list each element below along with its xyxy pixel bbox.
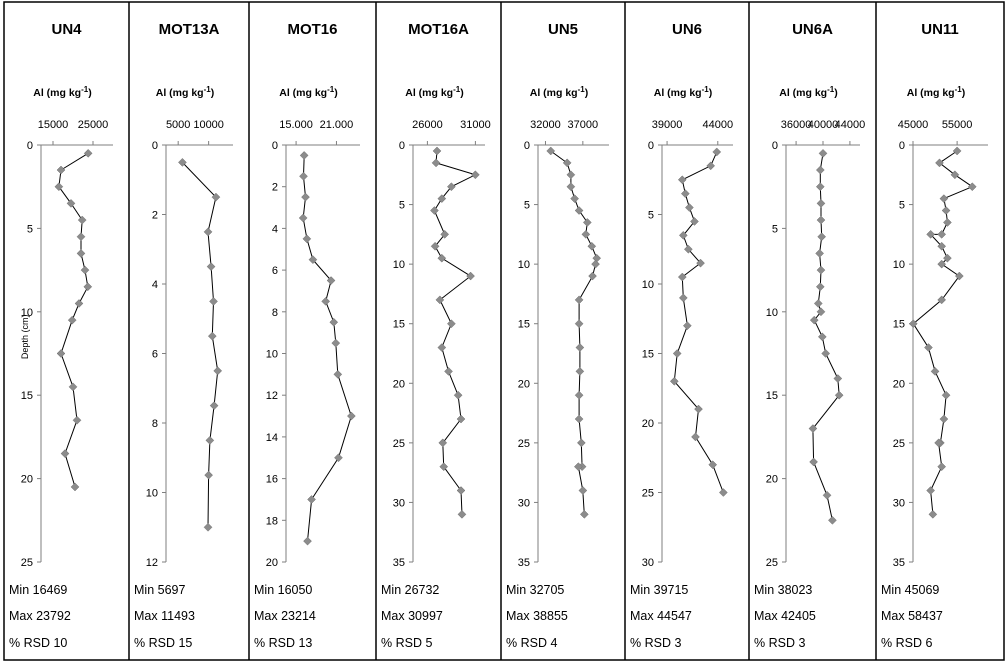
stat-min: Min 26732 — [381, 583, 440, 597]
data-point — [81, 266, 89, 274]
data-point — [816, 183, 824, 191]
x-axis-label: Al (mg $kg^{-1}$) — [529, 84, 589, 99]
y-tick-label: 2 — [271, 181, 278, 194]
x-tick-label: 44000 — [702, 119, 734, 131]
data-point — [438, 254, 446, 262]
y-tick-label: 5 — [771, 223, 778, 236]
panel-title: UN6A — [792, 21, 833, 38]
x-tick-label: 55000 — [941, 119, 973, 131]
panel-un6 — [630, 21, 733, 650]
y-tick-label: 2 — [151, 209, 158, 222]
data-point — [563, 159, 571, 167]
data-point — [940, 415, 948, 423]
data-point — [210, 297, 218, 305]
series-line — [434, 151, 475, 514]
data-point — [955, 272, 963, 280]
data-point — [308, 495, 316, 503]
stat-max: Max 44547 — [630, 609, 692, 623]
x-tick-label: 26000 — [412, 119, 443, 131]
y-tick-label: 4 — [151, 279, 158, 291]
y-tick-label: 0 — [523, 140, 530, 152]
data-point — [575, 320, 583, 328]
x-tick-label: 15.000 — [279, 119, 313, 131]
data-point — [440, 463, 448, 471]
data-point — [576, 344, 584, 352]
y-tick-label: 5 — [898, 199, 905, 212]
data-point — [938, 463, 946, 471]
panel-un5 — [506, 21, 609, 650]
y-tick-label: 20 — [392, 378, 405, 391]
data-point — [205, 471, 213, 479]
y-tick-label: 35 — [892, 557, 905, 569]
data-point — [302, 193, 310, 201]
panel-mot16a — [381, 21, 491, 650]
y-tick-label: 6 — [271, 265, 278, 278]
data-point — [433, 147, 441, 155]
y-tick-label: 20 — [892, 378, 905, 391]
data-point — [322, 297, 330, 305]
data-point — [73, 416, 81, 424]
data-point — [576, 367, 584, 375]
y-tick-label: 10 — [145, 487, 158, 500]
data-point — [75, 299, 83, 307]
x-tick-label: 40000 — [807, 119, 839, 131]
data-point — [929, 510, 937, 518]
y-tick-label: 12 — [265, 390, 278, 403]
y-tick-label: 25 — [765, 557, 778, 569]
y-tick-label: 25 — [392, 437, 405, 450]
stat-min: Min 16050 — [254, 583, 313, 597]
data-point — [334, 454, 342, 462]
stat-max: Max 30997 — [381, 609, 443, 623]
data-point — [713, 148, 721, 156]
y-tick-label: 10 — [265, 348, 278, 361]
data-point — [691, 433, 699, 441]
data-point — [330, 318, 338, 326]
stat-min: Min 38023 — [754, 583, 813, 597]
data-point — [681, 190, 689, 198]
data-point — [810, 458, 818, 466]
y-tick-label: 20 — [20, 473, 33, 486]
x-tick-label: 31000 — [460, 119, 491, 131]
y-tick-label: 10 — [765, 306, 778, 319]
data-point — [67, 199, 75, 207]
y-tick-label: 20 — [641, 418, 654, 430]
stat-min: Min 32705 — [506, 583, 565, 597]
panel-title: UN6 — [671, 21, 703, 38]
data-point — [334, 370, 342, 378]
data-point — [299, 214, 307, 222]
data-point — [678, 176, 686, 184]
data-point — [818, 333, 826, 341]
stat-max: Max 58437 — [881, 609, 943, 623]
y-tick-label: 25 — [20, 557, 33, 569]
data-point — [347, 412, 355, 420]
y-tick-label: 20 — [517, 378, 530, 391]
data-point — [816, 249, 824, 257]
stat-max: Max 23214 — [254, 609, 316, 623]
data-point — [208, 332, 216, 340]
stat-rsd: % RSD 6 — [881, 636, 933, 650]
data-point — [210, 402, 218, 410]
data-point — [547, 147, 555, 155]
series-line — [303, 155, 351, 541]
y-tick-label: 30 — [517, 497, 530, 510]
data-point — [814, 299, 822, 307]
y-tick-label: 15 — [517, 318, 530, 331]
panel-title: MOT16A — [408, 21, 469, 38]
y-tick-label: 12 — [145, 557, 158, 569]
profile-panels — [4, 2, 1004, 660]
data-point — [819, 149, 827, 157]
y-tick-label: 20 — [265, 557, 278, 569]
data-point — [299, 172, 307, 180]
data-point — [817, 266, 825, 274]
data-point — [943, 218, 951, 226]
data-point — [567, 171, 575, 179]
series-line — [913, 151, 972, 514]
y-tick-label: 15 — [20, 390, 33, 403]
data-point — [834, 375, 842, 383]
series-line — [551, 151, 597, 514]
y-tick-label: 0 — [271, 140, 278, 152]
data-point — [940, 195, 948, 203]
panel-mot13a — [134, 21, 233, 650]
stat-min: Min 45069 — [881, 583, 940, 597]
data-point — [816, 166, 824, 174]
x-axis-label: Al (mg $kg^{-1}$) — [279, 84, 338, 99]
y-tick-label: 30 — [641, 557, 654, 569]
stat-max: Max 42405 — [754, 609, 816, 623]
y-tick-label: 0 — [647, 140, 654, 152]
data-point — [438, 344, 446, 352]
data-point — [818, 233, 826, 241]
y-tick-label: 5 — [523, 199, 530, 212]
data-point — [207, 263, 215, 271]
y-tick-label: 0 — [898, 140, 905, 152]
data-point — [55, 183, 63, 191]
y-tick-label: 8 — [271, 306, 278, 319]
y-tick-label: 35 — [392, 557, 405, 569]
stat-rsd: % RSD 10 — [9, 636, 68, 650]
y-tick-label: 5 — [26, 223, 33, 236]
y-tick-label: 4 — [271, 223, 278, 236]
y-tick-label: 30 — [392, 497, 405, 510]
data-point — [69, 383, 77, 391]
series-line — [182, 162, 217, 527]
x-tick-label: 15000 — [37, 119, 69, 131]
y-tick-label: 5 — [398, 199, 405, 212]
x-tick-label: 44000 — [834, 119, 866, 131]
y-tick-label: 8 — [151, 418, 158, 430]
y-tick-label: 16 — [265, 473, 278, 486]
data-point — [457, 415, 465, 423]
data-point — [204, 228, 212, 236]
stat-rsd: % RSD 3 — [630, 636, 682, 650]
data-point — [457, 487, 465, 495]
series-line — [674, 152, 723, 493]
data-point — [968, 183, 976, 191]
data-point — [84, 283, 92, 291]
data-point — [823, 491, 831, 499]
stat-max: Max 38855 — [506, 609, 568, 623]
stat-rsd: % RSD 15 — [134, 636, 193, 650]
y-tick-label: 14 — [265, 431, 278, 444]
data-point — [77, 233, 85, 241]
x-tick-label: 10000 — [193, 119, 224, 131]
y-tick-label: 10 — [641, 279, 654, 291]
panel-title: MOT13A — [158, 21, 220, 38]
y-tick-label: 0 — [771, 140, 778, 152]
data-point — [938, 230, 946, 238]
data-point — [445, 367, 453, 375]
data-point — [583, 218, 591, 226]
data-point — [822, 350, 830, 358]
stat-rsd: % RSD 13 — [254, 636, 313, 650]
data-point — [588, 242, 596, 250]
data-point — [951, 171, 959, 179]
panel-title: UN5 — [547, 21, 579, 38]
stat-min: Min 16469 — [9, 583, 68, 597]
data-point — [953, 147, 961, 155]
data-point — [942, 207, 950, 215]
y-tick-label: 0 — [151, 140, 158, 152]
stat-min: Min 39715 — [630, 583, 689, 597]
stat-max: Max 11493 — [134, 609, 195, 623]
x-tick-label: 37000 — [567, 119, 599, 131]
y-tick-label: 5 — [647, 209, 654, 222]
y-tick-label: 15 — [892, 318, 905, 331]
x-axis-label: Al (mg $kg^{-1}$) — [653, 84, 713, 99]
y-tick-label: 6 — [151, 348, 158, 361]
y-tick-label: 15 — [641, 348, 654, 361]
data-point — [571, 195, 579, 203]
y-tick-label: 10 — [20, 306, 33, 319]
data-point — [206, 436, 214, 444]
data-point — [927, 487, 935, 495]
panel-un11 — [881, 21, 988, 650]
y-tick-label: 25 — [641, 487, 654, 500]
panel-mot16 — [254, 21, 360, 650]
stat-max: Max 23792 — [9, 609, 71, 623]
data-point — [673, 350, 681, 358]
data-point — [84, 149, 92, 157]
data-point — [567, 183, 575, 191]
x-axis-label: Al (mg $kg^{-1}$) — [779, 84, 838, 99]
data-point — [719, 489, 727, 497]
data-point — [575, 391, 583, 399]
x-tick-label: 32000 — [530, 119, 561, 131]
data-point — [679, 294, 687, 302]
data-point — [816, 283, 824, 291]
y-tick-label: 18 — [265, 515, 278, 528]
stat-rsd: % RSD 5 — [381, 636, 433, 650]
data-point — [57, 350, 65, 358]
data-point — [303, 235, 311, 243]
data-point — [458, 510, 466, 518]
data-point — [300, 151, 308, 159]
data-point — [580, 510, 588, 518]
data-point — [61, 450, 69, 458]
x-axis-label: Al (mg $kg^{-1}$) — [906, 84, 966, 99]
data-point — [430, 207, 438, 215]
data-point — [575, 296, 583, 304]
panel-un6a — [754, 21, 865, 650]
data-point — [204, 523, 212, 531]
panel-title: UN11 — [921, 21, 959, 38]
data-point — [582, 230, 590, 238]
data-point — [436, 296, 444, 304]
data-point — [447, 320, 455, 328]
panel-title: UN4 — [51, 21, 82, 38]
y-tick-label: 30 — [892, 497, 905, 510]
x-tick-label: 39000 — [651, 119, 683, 131]
panel-title: MOT16 — [287, 21, 338, 38]
data-point — [817, 216, 825, 224]
data-point — [214, 367, 222, 375]
data-point — [589, 272, 597, 280]
y-axis-title: Depth (cm) — [20, 314, 30, 360]
x-tick-label: 45000 — [897, 119, 929, 131]
x-axis-label: Al (mg $kg^{-1}$) — [405, 84, 464, 99]
y-tick-label: 10 — [392, 259, 405, 272]
data-point — [68, 316, 76, 324]
y-tick-label: 0 — [26, 140, 33, 152]
data-point — [471, 171, 479, 179]
data-point — [575, 415, 583, 423]
data-point — [683, 322, 691, 330]
x-tick-label: 25000 — [77, 119, 109, 131]
stat-min: Min 5697 — [134, 583, 186, 597]
data-point — [577, 439, 585, 447]
panel-un4 — [9, 21, 113, 650]
data-point — [77, 249, 85, 257]
data-point — [828, 516, 836, 524]
data-point — [332, 339, 340, 347]
y-tick-label: 15 — [765, 390, 778, 403]
data-point — [931, 367, 939, 375]
x-tick-label: 36000 — [780, 119, 812, 131]
data-point — [78, 216, 86, 224]
data-point — [924, 344, 932, 352]
data-point — [57, 166, 65, 174]
stat-rsd: % RSD 4 — [506, 636, 558, 650]
y-tick-label: 10 — [892, 259, 905, 272]
x-tick-label: 21.000 — [319, 119, 354, 131]
y-tick-label: 25 — [517, 437, 530, 450]
stat-rsd: % RSD 3 — [754, 636, 806, 650]
data-point — [707, 162, 715, 170]
data-point — [592, 260, 600, 268]
data-point — [432, 159, 440, 167]
data-point — [304, 537, 312, 545]
data-point — [817, 199, 825, 207]
x-tick-label: 5000 — [165, 119, 191, 131]
y-tick-label: 20 — [765, 473, 778, 486]
data-point — [709, 461, 717, 469]
y-tick-label: 0 — [398, 140, 405, 152]
data-point — [575, 207, 583, 215]
data-point — [454, 391, 462, 399]
data-point — [71, 483, 79, 491]
data-point — [685, 204, 693, 212]
y-tick-label: 35 — [517, 557, 530, 569]
data-point — [579, 487, 587, 495]
y-tick-label: 25 — [892, 437, 905, 450]
y-tick-label: 10 — [517, 259, 530, 272]
data-point — [942, 391, 950, 399]
x-axis-label: Al (mg $kg^{-1}$) — [33, 84, 92, 99]
x-axis-label: Al (mg $kg^{-1}$) — [155, 84, 215, 99]
y-tick-label: 15 — [392, 318, 405, 331]
